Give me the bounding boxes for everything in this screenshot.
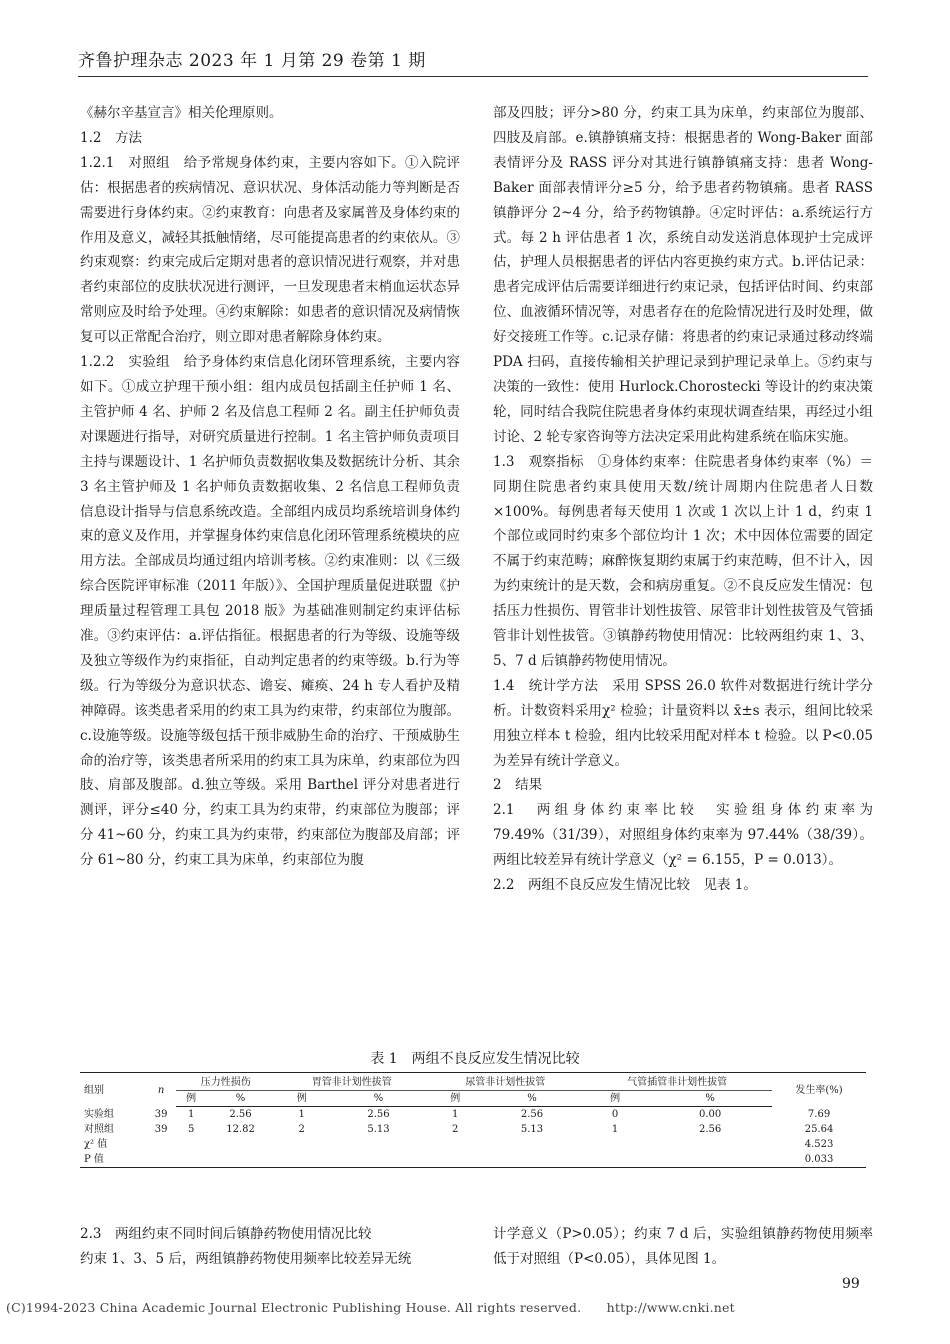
results-table <box>80 1072 866 1168</box>
paragraph: 部及四肢；评分>80 分，约束工具为床单，约束部位为腹部、四肢及肩部。e.镇静镇痛支持：根据患者的 Wong-Baker 面部表情评分及 RASS 评分对其进行镇静镇痛支持：患者 Wong-Baker 面部表情评分≥5 分，给予患者药物镇痛。患者 RASS 镇静评分 2~4 分，给予药物镇静。④定时评估：a.系统运行方式。每 2 h 评估患者 1 次，系统自动发送消息体现护士完成评估，护理人员根据患者的评估内容更换约束方式。b.评估记录：患者完成评估后需要详细进行约束记录，包括评估时间、约束部位、血液循环情况等，对患者存在的危险情况进行及时处理，做好交接班工作等。c.记录存储：将患者的约束记录通过移动终端 PDA 扫码，直接传输相关护理记录到护理记录单上。⑤约束与决策的一致性：使用 Hurlock.Chorostecki 等设计的约束决策轮，同时结合我院住院患者身体约束现状调查结果，再经过小组讨论、2 轮专家咨询等方法决定采用此构建系统在临床实施。 <box>493 105 873 445</box>
table-title: 表 1 两组不良反应发生情况比较 <box>370 1051 580 1067</box>
journal-header: 齐鲁护理杂志 2023 年 1 月第 29 卷第 1 期 <box>78 51 426 71</box>
table-row: 对照组 39 5 12.82 2 5.13 2 5.13 1 2.56 25.64 <box>84 1124 834 1135</box>
paragraph: 2.1 两组身体约束率比较 实验组身体约束率为 79.49%（31/39），对照组身体约束率为 97.44%（38/39）。两组比较差异有统计学意义（χ² = 6.155，P = 0.013）。 <box>493 802 873 869</box>
left-column <box>80 101 460 873</box>
paragraph: 1.4 统计学方法 采用 SPSS 26.0 软件对数据进行统计学分析。计数资料采用χ² 检验；计量资料以 x̄±s 表示，组间比较采用独立样本 t 检验，组内比较采用配对样本 t 检验。以 P<0.05 为差异有统计学意义。 <box>493 677 873 769</box>
paragraph: 约束 1、3、5 后，两组镇静药物使用频率比较差异无统 <box>80 1251 412 1267</box>
paragraph: 2.2 两组不良反应发生情况比较 见表 1。 <box>493 877 757 894</box>
sub-header-cases: 例 <box>582 1091 648 1107</box>
sub-header-pct: % <box>648 1091 772 1107</box>
paragraph: 1.2.1 对照组 给予常规身体约束，主要内容如下。①入院评估：根据患者的疾病情况、意识状况、身体活动能力等判断是否需要进行身体约束。②约束教育：向患者及家属普及身体约束的作用及意义，减轻其抵触情绪，尽可能提高患者的约束依从。③约束观察：约束完成后定期对患者的意识情况进行观察，并对患者约束部位的皮肤状况进行测评，一旦发现患者末梢血运状态异常则应及时给予处理。④约束解除：如患者的意识情况及病情恢复可以正常配合治疗，则立即对患者解除身体约束。 <box>80 154 460 346</box>
sub-header-cases: 例 <box>176 1091 206 1107</box>
paragraph: 计学意义（P>0.05）；约束 7 d 后，实验组镇静药物使用频率低于对照组（P<0.05），具体见图 1。 <box>493 1226 873 1267</box>
col-header-tracheal: 气管插管非计划性拔管 <box>582 1073 772 1091</box>
section-heading: 2 结果 <box>493 777 543 794</box>
paragraph: 1.3 观察指标 ①身体约束率：住院患者身体约束率（%）＝同期住院患者约束具使用天数/统计周期内住院患者人日数×100%。每例患者每天使用 1 次或 1 次以上计 1 d，约束 1 个部位或同时约束多个部位均计 1 次；术中因体位需要的固定不属于约束范畴；麻醉恢复期约束属于约束范畴，但不计入，因为约束统计的是天数，会和病房重复。②不良反应发生情况：包括压力性损伤、胃管非计划性拔管、尿管非计划性拔管及气管插管非计划性拔管。③镇静药物使用情况：比较两组约束 1、3、5、7 d 后镇静药物使用情况。 <box>493 453 873 669</box>
table-row: P 值 0.033 <box>80 1152 866 1168</box>
page-number: 99 <box>842 1276 860 1292</box>
col-header-rate: 发生率(%) <box>772 1073 866 1107</box>
section-heading: 2.3 两组约束不同时间后镇静药物使用情况比较 <box>80 1226 372 1242</box>
right-column <box>493 101 873 898</box>
table-row: 实验组 39 1 2.56 1 2.56 1 2.56 0 0.00 7.69 <box>84 1108 831 1120</box>
sub-header-cases: 例 <box>429 1091 482 1107</box>
bottom-left-column <box>80 1222 460 1272</box>
col-header-group: 组别 <box>80 1073 146 1107</box>
paragraph: 1.2.2 实验组 给予身体约束信息化闭环管理系统，主要内容如下。①成立护理干预小组：组内成员包括副主任护师 1 名、主管护师 4 名、护师 2 名及信息工程师 2 名。副主任护师负责对课题进行指导，对研究质量进行控制。1 名主管护师负责项目主持与课题设计、1 名护师负责数据收集及数据统计分析、其余 3 名主管护师及 1 名护师负责数据收集、2 名信息工程师负责信息设计指导与信息系统改造。全部组内成员均系统培训身体约束的意义及作用，并掌握身体约束信息化闭环管理系统模块的应用方法。全部成员均通过组内培训考核。②约束准则：以《三级综合医院评审标准（2011 年版）》、全国护理质量促进联盟《护理质量过程管理工具包 2018 版》为基础准则制定约束评估标准。③约束评估：a.评估指征。根据患者的行为等级、设施等级及独立等级作为约束指征，自动判定患者的约束等级。b.行为等级。行为等级分为意识状态、谵妄、瘫痪、24 h 专人看护及精神障碍。该类患者采用的约束工具为约束带，约束部位为腹部。c.设施等级。设施等级包括干预非威胁生命的治疗、干预威胁生命的治疗等，该类患者所采用的约束工具为床单，约束部位为四肢、肩部及腹部。d.独立等级。采用 Barthel 评分对患者进行测评，评分≤40 分，约束工具为约束带，约束部位为腹部；评分 41~60 分，约束工具为约束带，约束部位为腹部及肩部；评分 61~80 分，约束工具为床单，约束部位为腹 <box>80 354 460 869</box>
section-heading: 1.2 方法 <box>80 129 142 146</box>
col-header-n: n <box>146 1073 177 1107</box>
col-header-pressure: 压力性损伤 <box>176 1073 275 1091</box>
bottom-right-column <box>493 1222 873 1272</box>
sub-header-pct: % <box>206 1091 275 1107</box>
col-header-urinary: 尿管非计划性拔管 <box>429 1073 583 1091</box>
copyright-footer: (C)1994-2023 China Academic Journal Electronic Publishing House. All rights reserved. http://www.cnki.net <box>6 1300 735 1315</box>
col-header-gastric: 胃管非计划性拔管 <box>275 1073 429 1091</box>
header-divider <box>78 76 868 77</box>
sub-header-cases: 例 <box>275 1091 328 1107</box>
table-row: χ² 值 4.523 <box>84 1139 834 1150</box>
sub-header-pct: % <box>328 1091 428 1107</box>
sub-header-pct: % <box>482 1091 582 1107</box>
paragraph: 《赫尔辛基宣言》相关伦理原则。 <box>80 105 283 121</box>
